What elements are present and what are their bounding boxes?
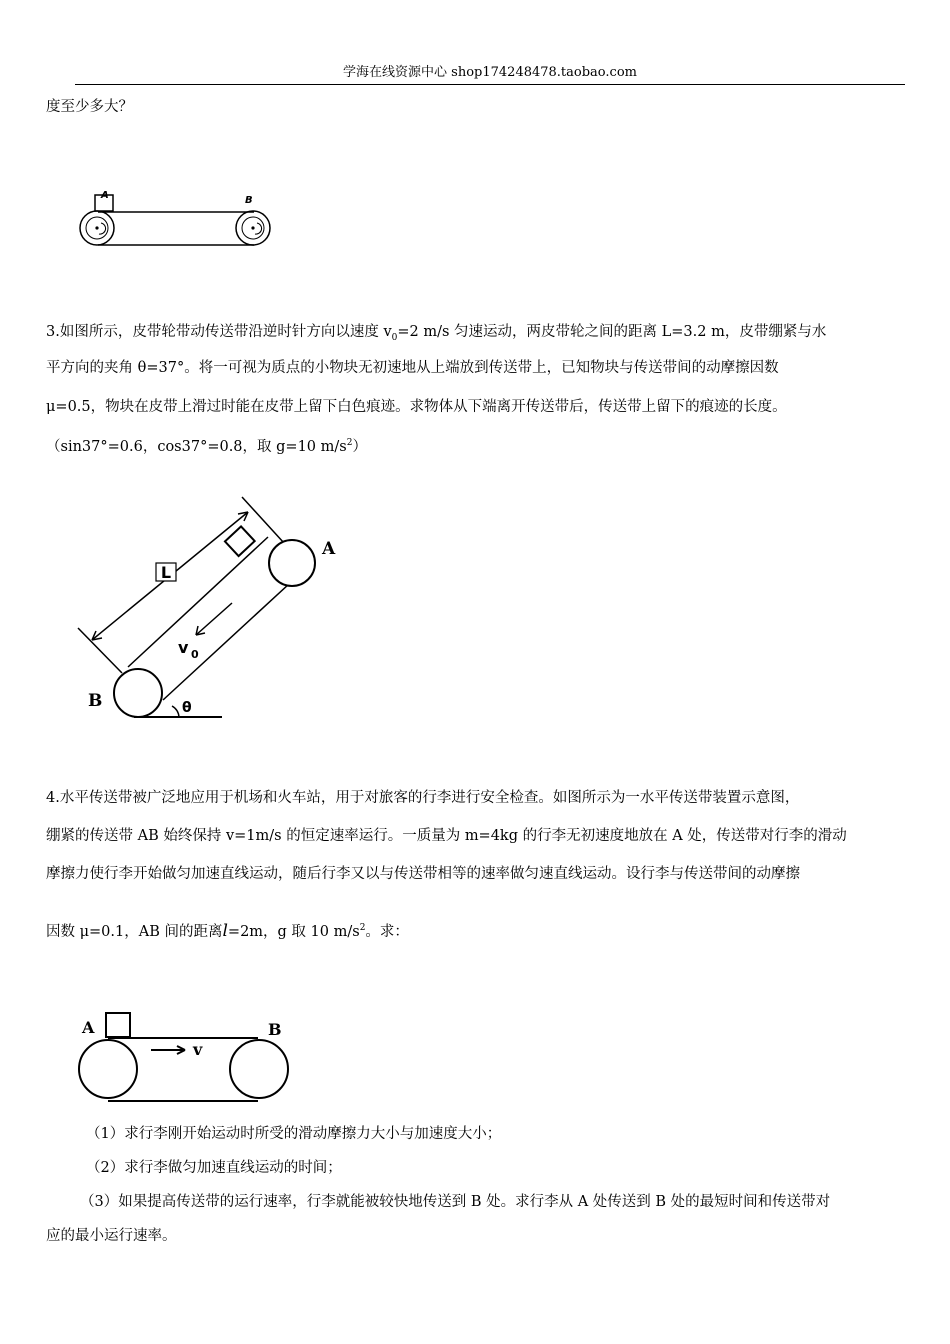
velocity-arrow xyxy=(196,603,232,635)
fig3-label-b: B xyxy=(268,1020,282,1039)
q4-sub-1: （1）求行李刚开始运动时所受的滑动摩擦力大小与加速度大小； xyxy=(86,1126,502,1142)
q4-sub-3a: （3）如果提高传送带的运行速率，行李就能被较快地传送到 B 处。求行李从 A 处传送到 B 处的最短时间和传送带对 xyxy=(80,1194,831,1210)
pulley-a xyxy=(269,540,315,586)
fig3-label-a: A xyxy=(82,1018,95,1037)
q4-line-2: 绷紧的传送带 AB 始终保持 v=1m/s 的恒定速率运行。一质量为 m=4kg 的行李无初速度地放在 A 处，传送带对行李的滑动 xyxy=(46,828,847,844)
fig3-label-v: v xyxy=(193,1040,203,1059)
q4-line-3: 摩擦力使行李开始做匀加速直线运动，随后行李又以与传送带相等的速率做匀速直线运动。设行李与传送带间的动摩擦 xyxy=(46,866,800,882)
belt-lower-line xyxy=(163,572,302,700)
header-site-name: 学海在线资源中心 xyxy=(343,65,448,80)
header-rule xyxy=(75,84,905,85)
page-header xyxy=(75,64,905,82)
header-shop-url: shop174248478.taobao.com xyxy=(451,65,637,80)
fig2-label-v: v xyxy=(178,638,189,657)
fig2-label-l: L xyxy=(160,563,172,582)
q4-sub-2: （2）求行李做匀加速直线运动的时间； xyxy=(86,1160,342,1176)
fig2-label-theta: θ xyxy=(182,700,192,716)
q3-line-1: 3.如图所示，皮带轮带动传送带沿逆时针方向以速度 $v_0=2$ m/s 匀速运动，两皮带轮之间的距离 L=3.2 m，皮带绷紧与水 xyxy=(46,324,827,343)
q3-line-3: μ=0.5，物块在皮带上滑过时能在皮带上留下白色痕迹。求物体从下端离开传送带后，传送带上留下的痕迹的长度。 xyxy=(46,399,787,415)
fig1-label-b: B xyxy=(245,195,253,206)
q4-line-1: 4.水平传送带被广泛地应用于机场和火车站，用于对旅客的行李进行安全检查。如图所示为一水平传送带装置示意图， xyxy=(46,790,800,806)
q4-sub-3b: 应的最小运行速率。 xyxy=(46,1228,177,1244)
fig2-label-v-sub: 0 xyxy=(191,648,199,661)
pulley-b xyxy=(114,669,162,717)
fig2-label-a: A xyxy=(322,539,336,559)
pulley-a xyxy=(79,1040,137,1098)
q3-line-4: （sin37°=0.6，cos37°=0.8，取 g=10 $m/s^2$） xyxy=(46,438,367,455)
figure-belt-small xyxy=(75,190,275,252)
pulley-b xyxy=(230,1040,288,1098)
q4-line-4: 因数 μ=0.1，AB 间的距离l=2m，g 取 10 $m/s^2$。求： xyxy=(46,920,409,941)
angle-arc xyxy=(172,706,179,717)
luggage-square xyxy=(106,1013,130,1037)
q3-line-2: 平方向的夹角 θ=37°。将一可视为质点的小物块无初速地从上端放到传送带上，已知物块与传送带间的动摩擦因数 xyxy=(46,360,779,376)
fig1-label-a: A xyxy=(101,190,109,201)
figure-belt-inclined xyxy=(70,495,360,725)
block-square xyxy=(225,526,255,556)
figure-belt-luggage xyxy=(75,1005,300,1105)
fig2-label-b: B xyxy=(88,691,103,711)
q2-tail-text: 度至少多大？ xyxy=(46,99,133,115)
